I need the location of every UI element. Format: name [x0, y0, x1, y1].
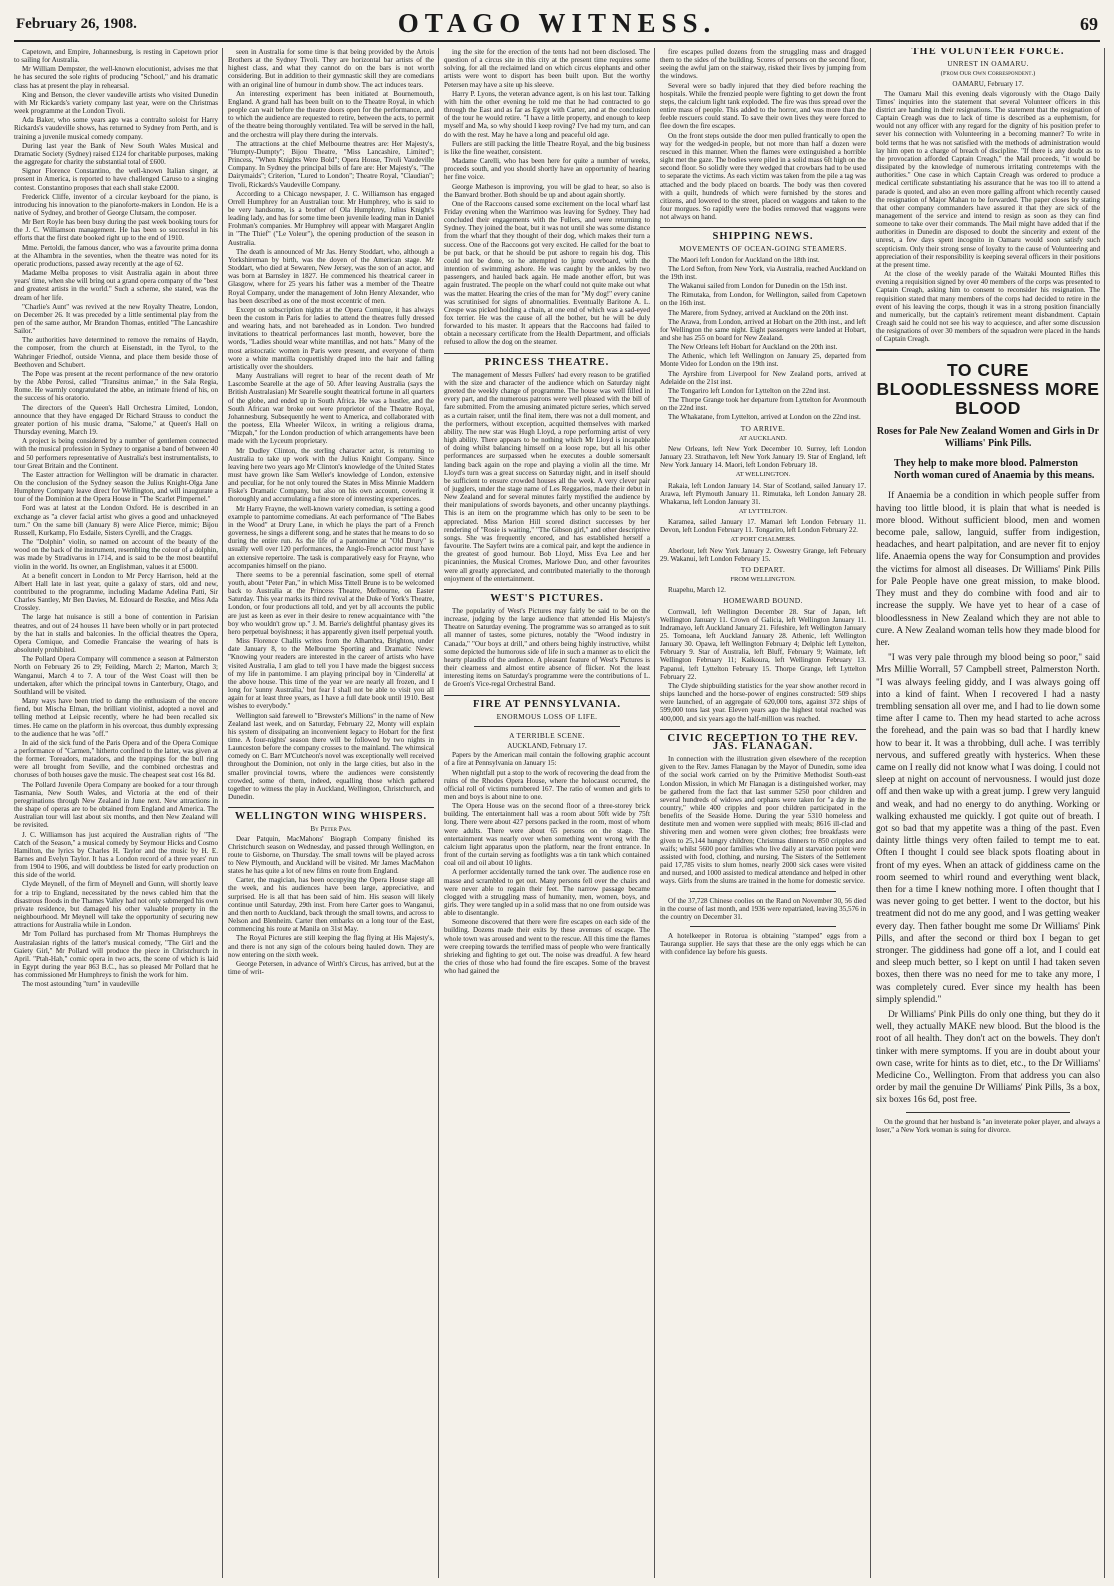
article-paragraph: The Pollard Juvenile Opera Company are booked for a tour through Tasmania, New South Wales, and Victoria at the end of their peregrinations through New Zealand in June next. New attractions in the shape of operas are to be obtained from England and America. The Australian tour will last about six months, and then New Zealand will be revisited.	[14, 780, 218, 830]
article-paragraph: At a benefit concert in London to Mr Percy Harrison, held at the Albert Hall late in last year, quite a galaxy of stars, old and new, contributed to the programme, including Madame Adelina Patti, Sir Charles Santley, Mr Ben Davies, M. Edouard de Reszke, and Miss Ada Crossley.	[14, 571, 218, 613]
article-paragraph: The Lord Sefton, from New York, via Australia, reached Auckland on the 19th inst.	[660, 264, 866, 281]
article-paragraph: A project is being considered by a number of gentlemen connected with the musical profession in Sydney to organise a band of between 40 and 50 performers representative of Australia's best instrumentalists, to tour Great Britain and the Continent.	[14, 437, 218, 470]
article-paragraph: "I was very pale through my blood being so poor," said Mrs Millie Worrall, 57 Campbell street, Palmerston North. "I was always feeling giddy, and I was always going off into a kind of faint. When I recovered I had a nasty trembling sensation all over me, and I had to lie down some time after I came to. Then my head started to ache across the forehead, and the pain was so bad that I hardly knew how to bear it. It was a throbbing, dull ache. I was terribly nervous, and suffered greatly with hysterics. When these came on I really did not know what I was doing. I could not sleep at night on account of nervousness. I would just doze off and then wake up with a great jump. I grew very languid and weak, and had no energy to do anything. Working or walking exhausted me quickly. I got quite out of breath. I got so bad that my appetite was a thing of the past. Even dainty little things very often failed to tempt me to eat. Often I thought I could see black spots floating about in front of my eyes. When an attack of giddiness came on the room seemed to whirl round and everything went black, then for a time I knew nothing more. I often thought that I was never going to get better. I went to the doctor, but his treatment did not do me any good, and I was getting weaker every day. Then father bought me some Dr Williams' Pink Pills, and after the second or third box I began to get stronger. The giddiness had gone off a lot, and I could eat and sleep much better, so I kept on until I had taken seven boxes, then there was no need for me to take any more, I was completely cured. Ever since my health has been simply splendid."	[876, 653, 1100, 1005]
article-paragraph: Mr Dudley Clinton, the sterling character actor, is returning to Australia to take up work with the Julius Knight Company. Since leaving here two years ago Mr Clinton's knowledge of the United States must have grown like Sam Weller's knowledge of London, extensive and peculiar, for he not only toured the States in Miss Minnie Maddern Fiske's Dramatic Company, but also on his own account, covering it thoroughly and accumulating a fine store of interesting experiences.	[228, 446, 434, 504]
article-paragraph: If Anaemia be a condition in which people suffer from having too little blood, it is plain that what is needed is more blood. Without sufficient blood, men and women become pale, sallow, languid, suffer from indigestion, headaches, and heart palpitation, and are never fit to enjoy life. Anaemia opens the way for Consumption and provides the victims for almost all diseases. Dr Williams' Pink Pills for Pale People have one great mission, to make blood. They must and they do combine with food and air to increase the supply. We have yet to hear of a case of bloodlessness in New Zealand which they are not able to cure. A New Zealand woman tells how they made blood for her.	[876, 491, 1100, 648]
article-paragraph: The Ayrshire from Liverpool for New Zealand ports, arrived at Adelaide on the 21st inst.	[660, 369, 866, 386]
article-paragraph: Except on subscription nights at the Opera Comique, it has always been the custom in Paris for ladies to attend the theatres fully dressed and wearing hats, and not bareheaded as in London. Two hundred invitations to theatrical performances last month, however, bore the words, "Ladies should wear white mantillas, and not hats." Many of the most aristocratic women in Paris were present, and everyone of them wore a white mantilla coquettishly draped into the hair and falling artistically over the shoulders.	[228, 305, 434, 371]
article-paragraph: The New Orleans left Hobart for Auckland on the 20th inst.	[668, 343, 838, 352]
depart-from-label: FROM WELLINGTON.	[730, 576, 796, 584]
article-paragraph: The Royal Pictures are still keeping the flag flying at His Majesty's, and there is not any sign of the colours being hauled down. They are now entering on the sixth week.	[228, 934, 434, 959]
princess-theatre-body	[444, 371, 650, 583]
article-paragraph: George Petersen, in advance of Wirth's Circus, has arrived, but at the time of writ-	[228, 959, 434, 977]
divider	[690, 891, 836, 892]
article-paragraph: Madame Carelli, who has been here for quite a number of weeks, proceeds south, and you should shortly have an opportunity of hearing her fine voice.	[444, 157, 650, 182]
column-1	[14, 48, 223, 1578]
article-paragraph: The Marere, from Sydney, arrived at Auckland on the 20th inst.	[668, 308, 849, 317]
fire-subheading: ENORMOUS LOSS OF LIFE.	[496, 711, 598, 721]
wests-pictures-heading: WEST'S PICTURES.	[444, 589, 650, 603]
article-paragraph: Someone discovered that there were fire escapes on each side of the building. Dozens made their exits by these avenues of escape. The whole town was aroused and went to the rescue. All this time the flames were creeping towards the terrified mass of people who were frantically shrieking and fighting to get out. The noise was dreadful. A few heard the cries of those who had found the fire escapes. Some of the bravest who had gained the	[444, 918, 650, 976]
article-paragraph: The attractions at the chief Melbourne theatres are: Her Majesty's, "Humpty-Dumpty"; Bijou Theatre, "Miss Lancashire, Limited"; Princess, "When Knights Were Bold"; Opera House, Tivoli Vaudeville Company. In Sydney the principal bills of fare are: Her Majesty's, "The Dairymaids"; Criterion, "Lured to London"; Theatre Royal, "Claudian"; Tivoli, Rickards's Vaudeville Company.	[228, 139, 434, 189]
article-paragraph: During last year the Bank of New South Wales Musical and Dramatic Society (Sydney) raised £124 for charitable purposes, making the aggregate for charity the substantial total of £600.	[14, 141, 218, 167]
article-paragraph: Mr William Dempster, the well-known elocutionist, advises me that he has secured the sole rights of producing "School," and his dramatic class has at present the play in rehearsal.	[14, 65, 218, 90]
article-paragraph: On the front steps outside the door men pulled frantically to open the way for the wedged-in people, but not more than half a dozen were rescued in this manner. When the flames were extinguished a horrible sight met the gaze. The bodies were piled in a solid mass 6ft high on the second floor. So solidly were they wedged that crowbars had to be used to separate the victims. As each victim was taken from the pile a tag was attached and the body placed on boards. The body was then covered with a quilt, hundreds of which were furnished by the stores and citizens, and lowered to the street, placed on waggons and taken to the four morgues. So rapidly were the bodies removed that waggons were not always on hand.	[660, 131, 866, 222]
article-paragraph: ing the site for the erection of the tents had not been disclosed. The question of a circus site in this city at the present time requires some solving, for all the reclaimed land on which circus elephants and other artists were wont to disport has been built upon. But the worthy Petersen may have a site up his sleeve.	[444, 48, 650, 89]
advertisement-subheading: Roses for Pale New Zealand Women and Girls in Dr Williams' Pink Pills.	[876, 426, 1100, 450]
article-paragraph: An interesting experiment has been initiated at Bournemouth, England. A grand hall has been built on to the Theatre Royal, in which people can wait before the theatre doors open for the performance, and to which the audience are requested to retire, between the acts, to permit of the theatre being thoroughly ventilated. Tea will be served in the hall, and the orchestra will play there during the intervals.	[228, 89, 434, 139]
article-paragraph: Mme. Pertoldi, the famous dancer, who was a favourite prima donna at the Alhambra in the seventies, when the theatre was noted for its operatic productions, passed away recently at the age of 62.	[14, 243, 218, 268]
divider	[876, 349, 1100, 351]
clyde-text: The Clyde shipbuilding statistics for the year show another record in ships launched and the horse-power of engines constructed: 509 ships were launched, of an aggregate of 620,000 tons, against 372 ships of 599,000 tons last year. Eleven years ago the highest total reached was 400,000, and six years ago the half-million was reached.	[660, 681, 866, 723]
volunteer-source: (From Our Own Correspondent.)	[940, 70, 1036, 78]
article-paragraph: Clyde Meynell, of the firm of Meynell and Gunn, will shortly leave for a trip to England, necessitated by the news cabled him that the disastrous floods in the Thames Valley had not only submerged his own private residence, but damaged his other valuable property in the neighbourhood. Mr Meynell will take the opportunity of securing new attractions for Australia while in London.	[14, 880, 218, 930]
article-paragraph: King and Benson, the clever vaudeville artists who visited Dunedin with Mr Rickards's variety company last year, were on the Christmas week programme at the London Tivoli.	[14, 90, 218, 116]
volunteer-subheading: UNREST IN OAMARU.	[947, 59, 1029, 69]
article-paragraph: A performer accidentally turned the tank over. The audience rose en masse and scrambled to get out. Many persons fell over the chairs and were never able to regain their feet. The narrow passage became clogged with a struggling mass of humanity, men, women, boys, and girls. They were tangled up in a solid mass that no one from outside was able to disentangle.	[444, 868, 650, 918]
article-paragraph: The Wakanui sailed from London for Dunedin on the 15th inst.	[668, 282, 848, 291]
arrive-chalmers-text: Aberlour, left New York January 2. Oswestry Grange, left February 29. Wakanui, left London February 15.	[660, 546, 866, 563]
article-paragraph: Wellington said farewell to "Brewster's Millions" in the name of New Zealand last week, and on Saturday, February 22, Monty will explain his system of dissipating an inconvenient legacy to Hobart for the first time. A four-nights' season there will be followed by two nights in Launceston before the company crosses to the mainland. The whimsical comedy on C. Barr M'Cutcheon's novel was exceptionally well received throughout the Dominion, not only in the large cities, but also in the smaller provincial towns, where the audiences were consistently crowded, some of them, indeed, equalling those which gathered together to witness the play in Auckland, Wellington, Christchurch, and Dunedin.	[228, 711, 434, 802]
article-paragraph: Dr Williams' Pink Pills do only one thing, but they do it well, they actually MAKE new blood. But the blood is the root of all health. They don't act on the bowels. They don't tinker with mere symptoms. If you are in doubt about your own case, write for hints as to diet, etc., to the Dr Williams' Medicine Co., Wellington. From that address you can also order by mail the genuine Dr Williams' Pink Pills, 3s a box, six boxes 16s 6d, post free.	[876, 1010, 1100, 1106]
article-paragraph: "Charlie's Aunt" was revived at the new Royalty Theatre, London, on December 26. It was preceded by a little sentimental play from the pen of the same author, Mr Brandon Thomas, entitled "The Lancashire Sailor."	[14, 302, 218, 336]
article-paragraph: Many Australians will regret to hear of the recent death of Mr Lascombe Searelle at the age of 50. After leaving Australia (says the British Australasian) Mr Searelle sought theatrical fortune in all quarters of the globe, and ended up in South Africa. He was a hustler, and the South African war broke out were proprietor of the Theatre Royal, Johannesburg. Subsequently he went to America, and collaborated with the poetess, Ella Wheeler Wilcox, in writing a religious drama, "Mizpah," for the London production of which arrangements have been made with the Lyceum proprietary.	[228, 372, 434, 446]
issue-date: February 26, 1908.	[16, 16, 137, 32]
article-paragraph: Miss Florence Challis writes from the Alhambra, Brighton, under date January 8, to the Melbourne Sporting and Dramatic News: "Knowing your readers are interested in the career of artists who have visited Australia, I am glad to tell you I have made the biggest success of my life in pantomime. I am playing principal boy in 'Cinderella' at the above house. This time of the year we are nearly all frozen, and I long for 'sunny Australia,' but fear I shall not be able to visit you all again for at least three years, as I have a full date book until 1910. Best wishes to everybody."	[228, 637, 434, 711]
column-4	[660, 48, 871, 1578]
article-paragraph: Dear Patquin, MacMahons' Biograph Company finished its Christchurch season on Wednesday, and passed through Wellington, en route to Gisborne, on Thursday. The small towns will be played across to New Plymouth, and Auckland will be visited. Mr James MacMahon states he has quite a lot of new films en route from England.	[228, 834, 434, 876]
arrive-chalmers-label: AT PORT CHALMERS.	[730, 536, 796, 544]
to-depart-heading: TO DEPART.	[740, 564, 786, 574]
chinese-coolies-text: Of the 37,728 Chinese coolies on the Rand on November 30, 56 died in the course of last month, and 1936 were repatriated, leaving 35,576 in the country on December 31.	[660, 896, 866, 921]
article-paragraph: J. C. Williamson has just acquired the Australian rights of "The Catch of the Season," a musical comedy by Seymour Hicks and Cosmo Hamilton, the lyrics by Charles H. Taylor and the music by H. E. Barnes and Evelyn Taylor. It has a London record of a three years' run from 1904 to 1906, and will doubtless be listed for early production on this side of the world.	[14, 830, 218, 880]
shipping-news-heading: SHIPPING NEWS.	[660, 227, 866, 241]
article-paragraph: The Pollard Opera Company will commence a season at Palmerston North on February 26 to 29; Feilding, March 2; Marton, March 3; Wanganui, March 4 to 7. A tour of the West Coast will then be undertaken, after which the principal towns in Canterbury, Otago, and Southland will be visited.	[14, 655, 218, 696]
column-2	[228, 48, 439, 1578]
article-paragraph: Signor Florence Constantino, the well-known Italian singer, at present in America, is reported to have challenged Caruso to a singing contest. Constantino proposes that each shall stake £2000.	[14, 167, 218, 192]
article-paragraph: The Athenic, which left Wellington on January 25, departed from Monte Video for London on the 19th inst.	[660, 352, 866, 369]
article-paragraph: In connection with the illustration given elsewhere of the reception given to the Rev. James Flanagan by the Mayor of Dunedin, some idea of the social work carried on by the Primitive Methodist South-east London Mission, in which Mr Flanagan is a distinguished worker, may be gathered from the fact that last summer 5250 poor children and several hundreds of widows and orphans were taken for "a day in the country," while 400 cripples and poor children participated in the benefits of the Seaside Home. During the year 5310 homeless and destitute men and women were supplied with meals; 8616 ill-clad and shivering men and women were given clothes; free breakfasts were given to 25,144 hungry children; Christmas dinners to 850 cripples and waifs; whilst 5600 poor families who live daily at starvation point were assisted with food, clothing, and nursing. The Sisters of the Settlement paid 17,785 visits to slum homes, nearly 2000 sick cases were visited and nursed, and 1000 assisted to medical attendance and helped in other ways. Girls from the slums are trained in the home for domestic service.	[660, 755, 866, 886]
article-paragraph: The Pope was present at the recent performance of the new oratorio by the Abbe Perosi, called "Transitus animae," in the Sala Regia, Rome. He warmly congratulated the abbe, an intimate friend of his, on the success of his oratorio.	[14, 369, 218, 403]
article-paragraph: The Rimutaka, from London, for Wellington, sailed from Capetown on the 16th inst.	[660, 291, 866, 308]
column-3	[444, 48, 655, 1578]
article-paragraph: Fullers are still packing the little Theatre Royal, and the big business is like the fine weather, consistent.	[444, 139, 650, 156]
column-4-body	[660, 48, 866, 221]
article-paragraph: In aid of the sick fund of the Paris Opera and of the Opera Comique a performance of "Carmen," hitherto confined to the latter, was given at the former. Toreadors, matadors, and the trappings for the bull ring were all brought from Seville, and the combined orchestras and choruses of both houses gave the music. The cheapest seat cost 16s 8d.	[14, 738, 218, 780]
homeward-text: Cornwall, left Wellington December 28. Star of Japan, left Wellington January 11. Crown of Galicia, left Wellington January 11. Indramayo, left Auckland January 21. Fifeshire, left Wellington January 25. Tomoana, left Auckland January 28. Athenic, left Wellington January 30. Opawa, left Wellington February 4; Delphic left Lyttelton, February 9. Star of Australia, left Bluff, February 9; Waimate, left Wellington February 11; Kaikoura, left Wellington February 13. Papanui, left Lyttelton February 15. Thorpe Grange, left Lyttelton February 22.	[660, 607, 866, 681]
advertisement-heading: TO CURE BLOODLESSNESS MORE BLOOD	[876, 360, 1100, 419]
article-paragraph: George Matheson is improving, you will be glad to hear, so also is the Banvard brother. Both should be up and about again shortly.	[444, 182, 650, 199]
article-paragraph: The death is announced of Mr Jas. Henry Stoddart, who, although a Yorkshireman by birth, was the doyen of the American stage. Mr Stoddart, who died at Sewaren, New Jersey, was the son of an actor, and was born at Barnsley in 1827. He commenced his theatrical career in Glasgow, where for 25 years his father was a member of the Theatre Royal Company, under the management of John Henry Alexander, who has been described as one of the most eccentric of men.	[228, 247, 434, 305]
article-paragraph: Capetown, and Empire, Johannesburg, is resting in Capetown prior to sailing for Australia.	[14, 48, 218, 65]
shipping-subheading: MOVEMENTS OF OCEAN-GOING STEAMERS.	[679, 244, 847, 254]
wellington-whispers-body	[228, 835, 434, 977]
article-paragraph: Madame Melba proposes to visit Australia again in about three years' time, when she will bring out a grand opera company of the "best and greatest artists in the world." Such a scheme, she stated, was the dream of her life.	[14, 269, 218, 302]
homeward-heading: HOMEWARD BOUND.	[723, 596, 803, 606]
divider	[474, 726, 620, 727]
article-paragraph: The "Dolphin" violin, so named on account of the beauty of the wood on the back of the instrument, resembling the colour of a dolphin, was made by Stradivarus in 1714, and is said to be the most beautiful violin in the world. Its owner, an Englishman, values it at £5000.	[14, 538, 218, 571]
article-paragraph: The Whakatane, from Lyttelton, arrived at London on the 22nd inst.	[668, 413, 861, 422]
article-paragraph: Mr Harry Frayne, the well-known variety comedian, is setting a good example to pantomime comedians. At each performance of "The Babes in the Wood" at Drury Lane, in which he plays the part of a French governess, he sings a different song, and he states that he means to do so during the entire run. As the life of a pantomime at "Old Drury" is usually well over 120 performances, the Anglo-French actor must have an extensive repertoire. The task is comparatively easy for Frayne, who accompanies himself on the piano.	[228, 504, 434, 570]
arrive-wellington-label: AT WELLINGTON.	[735, 471, 791, 479]
article-paragraph: The popularity of West's Pictures may fairly be said to be on the increase, judging by the large audience that attended His Majesty's Theatre on Saturday evening. The programme was so arranged as to suit all manner of tastes, some pictures, notably the "Wood industry in Canada," "Our boys at drill," and others being highly instructive, whilst some depicted the humorous side of life in such a manner as to elicit the hearty plaudits of the audience. A pleasant feature of West's Pictures is their clearness and almost entire absence of flicker. Not the least interesting items on Saturday's programme were the contributions of L. de Groen's Vice-regal Orchestral Band.	[444, 607, 650, 689]
arrive-wellington-text: Rakaia, left London January 14. Star of Scotland, sailed January 17. Arawa, left Plymouth January 11. Rimutaka, left London January 28. Whakarua, left London January 31.	[660, 481, 866, 506]
article-paragraph: The management of Messrs Fullers' had every reason to be gratified with the size and character of the audience which on Saturday night greeted the weekly change of programme. The house was well filled in every part, and the numerous patrons were well pleased with the bill of fare submitted. From the amusing animated picture series, which served as a curtain raiser, until the final item, there was not a dull moment, and the performers, without exception, acquitted themselves with marked ability. The new star was Hugh Lloyd, a rope performing artist of very high ability. There appears to be nothing which Mr Lloyd is incapable of doing whilst balancing himself on a loose rope, but all his other performances are surpassed when he executes a double somersault landing back again on the rope and playing a violin all the time. Mr Lloyd's turn was a great success on Saturday night, and in itself should be sufficient to ensure crowded houses all the week. A very clever pair of jugglers, under the stage name of Les Reggarios, made their debut in New Zealand and for several minutes fairly mystified the audience by their manipulations of swords bayonets, and other uncanny playthings. This is an item on the programme which has only to be seen to be appreciated. Miss Marion Hill scored distinct successes by her rendering of "Rosie is waiting," "The Gibson girl," and other descriptive songs. She was frequently encored, and has established herself a favourite. The Sayfert twins are a comical pair, and kept the audience in the greatest of good humour. Bob Lloyd, Miss Eva Lee and her picaninnies, the Musical Cromes, Marlowe Duo, and other favourites were all greatly appreciated, and contributed materially to the thorough enjoyment of the entertainment.	[444, 370, 650, 583]
column-2-body	[228, 48, 434, 801]
depart-text: Ruapehu, March 12.	[668, 586, 726, 595]
to-arrive-heading: TO ARRIVE.	[740, 423, 786, 433]
shipping-body	[660, 256, 866, 422]
article-paragraph: One of the Raccoons caused some excitement on the local wharf last Friday evening when the Warrimoo was leaving for Sydney. They had concluded their engagements with the Fullers, and were returning to Sydney. They joined the boat, but it was not until she was some distance from the wharf that they thought of their dog, which makes their turn a success. One of the Raccoons got very excited. He called for the boat to be put back, or that he should be put ashore to regain his dog. This could not be done, so he attempted to jump overboard, with the intention of swimming ashore. He was caught by the ankles by two passengers, and hauled back again. He made another effort, but was again frustrated. The people on the wharf could not quite make out what was the matter. Hearing the cries of the man for "My dog!" every canine was scrutinised for signs of abnormalities. Eventually Baritone A. L. Crespe was picked holding a chain, at one end of which was a sad-eyed fox terrier. He was the cause of all the bother, but he will be duly forwarded to his master. It appears that the Raccoons had failed to obtain a necessary certificate from the Health Department, and officials refused to allow the dog on the steamer.	[444, 199, 650, 347]
wests-pictures-body	[444, 607, 650, 689]
article-paragraph: seen in Australia for some time is that being provided by the Artois Brothers at the Sydney Tivoli. They are horizontal bar artists of the highest class, and what they cannot do on the bars is not worth considering. But in addition to their gymnastic skill they are comedians with an original line of humour in dumb show. The act induces tears.	[228, 48, 434, 89]
fire-body	[444, 751, 650, 975]
column-1-body	[14, 48, 218, 989]
wellington-byline: By Peter Pan.	[310, 825, 352, 834]
article-paragraph: The Maori left London for Auckland on the 18th inst.	[668, 255, 820, 264]
article-paragraph: At the close of the weekly parade of the Waitaki Mounted Rifles this evening a requisition signed by over 40 members of the corps was presented to Captain Creagh, asking him to consent to reconsider his resignation. The requisition stated that many members of the corps had decided to retire in the event of his leaving the corps, though it was in a strong position financially and numerically, but the captain's retirement meant disbandment. Captain Creagh said he could not see his way to acquiesce, and after some discussion the resignations of over 30 members of the squadron were placed in the hands of Captain Creagh.	[876, 270, 1100, 344]
article-paragraph: The most astounding "turn" in vaudeville	[22, 980, 140, 989]
article-paragraph: According to a Chicago newspaper, J. C. Williamson has engaged Orrell Humphrey for an Australian tour. Mr Humphrey, who is said to be very handsome, is a brother of Ola Humphrey, Julius Knight's leading lady, and has for some time been juvenile leading man in Daniel Frohman's companies. Mr Humphrey will appear with Margaret Anglin in "The Thief" ("Le Voleur"), the opening production of the season in Australia.	[228, 189, 434, 247]
article-paragraph: When nightfall put a stop to the work of recovering the dead from the ruins of the Rhodes Opera House, where the holocaust occurred, the official roll of victims numbered 167. The ratio of women and girls to men and boys is about nine to one.	[444, 768, 650, 801]
article-paragraph: The directors of the Queen's Hall Orchestra Limited, London, announce that they have engaged Dr Richard Strauss to conduct the greater portion of his music drama, "Salome," at Queen's Hall on Thursday evening, March 19.	[14, 403, 218, 437]
arrive-auckland-label: AT AUCKLAND.	[739, 434, 787, 442]
article-paragraph: There seems to be a perennial fascination, some spell of eternal youth, about "Peter Pan," in which Miss Tittell Brune is to be welcomed back to Australia at the Princess Theatre, Melbourne, on Easter Saturday. This year marks its third revival at the Duke of York's Theatre, London, or four productions all told, and yet by all accounts the public are just as keen as ever in their desire to renew acquaintance with "the boy who wouldn't grow up." J. M. Barrie's delightful phantasy gives its hero perpetual boyishness; it has apparently given itself perpetual youth.	[228, 570, 434, 636]
princess-theatre-heading: PRINCESS THEATRE.	[444, 353, 650, 367]
advertisement-body	[876, 490, 1100, 1106]
fire-heading: FIRE AT PENNSYLVANIA.	[444, 695, 650, 709]
divider	[906, 1112, 1070, 1113]
page-number: 69	[1080, 14, 1098, 34]
article-paragraph: The authorities have determined to remove the remains of Haydn, the composer, from the church at Eisenstadt, in the Tyrol, to the Wahringer Friedhof, outside Vienna, and place them beside those of Beethoven and Schubert.	[14, 336, 218, 369]
article-paragraph: The Tongariro left London for Lyttelton on the 22nd inst.	[668, 386, 831, 395]
civic-reception-heading: CIVIC RECEPTION TO THE REV. JAS. FLANAGAN.	[660, 729, 866, 751]
article-paragraph: Many ways have been tried to damp the enthusiasm of the encore fiend, but Mischa Elman, the brilliant violinist, adopted a novel and telling method at Leipsic recently, where he had been recalled six times. He came on the platform in his overcoat, thus dumbly expressing to the audience that he was "off."	[14, 697, 218, 738]
wellington-whispers-heading: WELLINGTON WING WHISPERS.	[228, 807, 434, 821]
advertisement-subheading-2: They help to make more blood. Palmerston North woman cured of Anaemia by this means.	[894, 458, 1095, 482]
article-paragraph: Carter, the magician, has been occupying the Opera House stage all the week, and his audiences have been large, appreciative, and surprised. He is all that has been said of him. His season will likely continue until Saturday, 29th inst. From here Carter goes to Wanganui, and then north to Auckland, back through the small towns, and across to Nelson and Blenheim. Carter then embarks on a long tour of the East, commencing his route at Manila on 31st May.	[228, 876, 434, 934]
rotorua-eggs-text: A hotelkeeper in Rotorua is obtaining "stamped" eggs from a Tauranga supplier. He says that these are the only eggs which he can with confidence lay before his guests.	[660, 932, 866, 957]
article-paragraph: The Thorpe Grange took her departure from Lyttelton for Avonmouth on the 22nd inst.	[660, 396, 866, 413]
civic-reception-body	[660, 755, 866, 886]
arrive-auckland-text: New Orleans, left New York December 10. Surrey, left London January 23. Strathavon, left New York January 19. Star of England, left New York January 14. Maori, left London February 18.	[660, 444, 866, 470]
arrive-lyttelton-text: Karamea, sailed January 17. Mamari left London February 11. Devon, left London February 11. Tongariro, left London February 22.	[660, 518, 866, 535]
divorce-note-text: On the ground that her husband is "an inveterate poker player, and always a loser," a New York woman is suing for divorce.	[876, 1117, 1100, 1134]
volunteer-force-heading: THE VOLUNTEER FORCE.	[911, 48, 1065, 57]
fire-dateline: AUCKLAND, February 17.	[507, 742, 587, 751]
column-5	[876, 48, 1105, 1578]
article-paragraph: fire escapes pulled dozens from the struggling mass and dragged them to the sides of the building. Scores of persons on the second floor, seeing the awful jam on the stairway, risked their lives by jumping from the windows.	[660, 48, 866, 81]
column-3-body	[444, 48, 650, 347]
article-paragraph: Several were so badly injured that they died before reaching the hospitals. While the frenzied people were fighting to get down the front steps, the calcium light tank exploded. The fire was thus spread over the entire mass of people. This added to the horror, and was more than the feeble rescuers could stand. To save their own lives they were forced to flee down the fire escapes.	[660, 81, 866, 131]
article-paragraph: Ada Baker, who some years ago was a contralto soloist for Harry Rickards's vaudeville shows, has returned to Sydney from Perth, and is training a juvenile musical comedy company.	[14, 116, 218, 141]
fire-subheading-2: A TERRIBLE SCENE.	[509, 730, 585, 740]
article-paragraph: Harry P. Lyons, the veteran advance agent, is on his last tour. Talking with him the other evening he told me that he had contracted to go through the East and as far as Egypt with Carter, and at the conclusion of the tour he would retire. "I have a little property, and enough to keep myself and Ma, so why should I keep roving? I've had my turn, and can do with the rest. May he have a long and peaceful old age.	[444, 89, 650, 139]
arrive-lyttelton-label: AT LYTTELTON.	[738, 507, 788, 515]
volunteer-dateline: OAMARU, February 17.	[952, 80, 1024, 89]
article-paragraph: The Arawa, from London, arrived at Hobart on the 20th inst., and left for Wellington the same night. Eight passengers were landed at Hobart, and she has 255 on board for New Zealand.	[660, 317, 866, 342]
article-paragraph: Papers by the American mail contain the following graphic account of a fire at Pennsylvania on January 15:	[444, 751, 650, 768]
article-paragraph: The Opera House was on the second floor of a three-storey brick building. The entertainment hall was a room about 50ft wide by 75ft long. There were about 427 persons packed in the room, most of whom were adults. There were about 65 persons on the stage. The entertainment was nearly over when something went wrong with the calcium light apparatus upon the platform, near the front entrance. In front of the curtain serving as footlights was a tin tank which contained coal oil and oil about 10 lights.	[444, 802, 650, 868]
masthead	[14, 6, 1100, 42]
article-paragraph: Frederick Cliffe, inventor of a circular keyboard for the piano, is introducing his innovation to the pianoforte-makers in London. He is a native of Sydney, and brother of George Clutsam, the composer.	[14, 192, 218, 217]
article-paragraph: The large hat nuisance is still a bone of contention in Parisian theatres, and out of 24 houses 11 have been wholly or in part protected by the hat in stalls and balconies. In the official theatres the Opera, Opera Comique, and Comedie Francaise the wearing of hats is absolutely prohibited.	[14, 613, 218, 655]
volunteer-body	[876, 90, 1100, 344]
divider	[690, 926, 836, 927]
article-paragraph: Mr Bert Royle has been busy during the past week booking tours for the J. C. Williamson management. He has been so successful in his efforts that the first date booked right up to the end of 1910.	[14, 218, 218, 243]
article-paragraph: The Oamaru Mail this evening deals vigorously with the Otago Daily Times' inquiries into the statement that several Volunteer officers in this district are handing in their resignations. The statement that the resignation of Captain Creagh was due to lack of time is described as a euphemism, for would not any officer with any regard for the dignity of his position prefer to sever his connection with Volunteering in a becoming manner? To write in bold terms that he was not satisfied with the methods of administration would lay him open to a charge of breach of discipline. "If there is any doubt as to the provocation afforded Captain Creagh," the Mail proceeds, "it would be dissipated by the knowledge of numerous irritating contretemps with the authorities." One case in which Captain Creagh was ordered to produce a medical certificate substantiating his assurance that he was too ill to attend a parade is quoted, and also an even more galling affront which recently caused the resignation of Major Mahan to be forwarded. The paper closes by stating that other company commanders have assured it that they are sick of the management of the service and intend to resign as soon as they can find someone to take over their commands. The Mail might have added that if the authorities in Dunedin are disposed to doubt the sincerity and extent of the unrest, a few days spent incognito in Oamaru would soon satisfy such scepticism. Only their strong sense of loyalty to the cause of Volunteering and appreciation of their responsibility is keeping several officers in their positions at the present time.	[876, 89, 1100, 269]
article-paragraph: Ford was at latest at the London Oxford. He is described in an exchange as "a clever facial artist who gives a good and unhackneyed turn." On the same bill (January 8) were Alice Pierce, mimic; Bijou Russell, Kurkamp, Flo Esdaile, Sisters Cyrelli, and the Craggs.	[14, 504, 218, 537]
article-paragraph: Mr Tom Pollard has purchased from Mr Thomas Humphreys the Australasian rights of the latter's musical comedy, "The Girl and the Gaiety Girl," Mr Pollard will produce the piece in Christchurch in April. "Ptah-Hah," comic opera in two acts, the scene of which is laid in Egypt during the year 863 B.C., has so pleased Mr Pollard that he has commissioned Mr Humphreys to finish the work for him.	[14, 930, 218, 980]
article-paragraph: The Easter attraction for Wellington will be dramatic in character. On the conclusion of the Sydney season the Julius Knight-Olga Jane Humphrey Company leave direct for Wellington, and will inaugurate a tour of the Dominion at the Opera House in "The Scarlet Pimpernel."	[14, 470, 218, 504]
newspaper-title: OTAGO WITNESS.	[397, 8, 717, 38]
